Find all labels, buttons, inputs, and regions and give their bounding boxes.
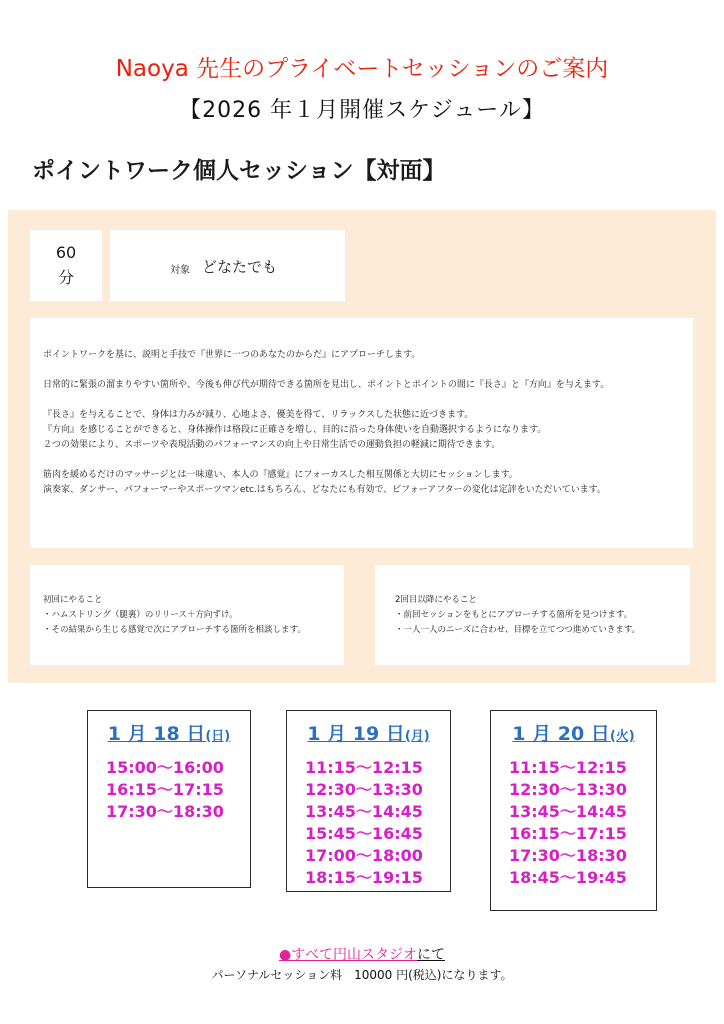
time-slot: 16:15〜17:15 bbox=[106, 780, 224, 799]
description-paragraph bbox=[43, 408, 683, 453]
schedule-title: 【2026 年１月開催スケジュール】 bbox=[179, 98, 545, 123]
description-line: 『長さ』を与えることで、身体は力みが減り、心地よさ、優美を得て、リラックスした状態に近づきます。 bbox=[43, 410, 474, 420]
day-card-jan-18 bbox=[87, 710, 251, 888]
time-slot: 11:15〜12:15 bbox=[305, 758, 423, 777]
day-date bbox=[287, 719, 450, 746]
description-line: 筋肉を緩めるだけのマッサージとは一味違い、本人の『感覚』にフォーカスした相互関係と大切にセッションします。 bbox=[43, 470, 518, 480]
first-session-card bbox=[30, 565, 344, 665]
time-slot-list bbox=[509, 757, 627, 889]
description-paragraph bbox=[43, 378, 683, 393]
description-line: 日常的に緊張の溜まりやすい箇所や、今後も伸び代が期待できる箇所を見出し、ポイントとポイントの間に『長さ』と『方向』を与えます。 bbox=[43, 380, 610, 390]
time-slot: 15:00〜16:00 bbox=[106, 758, 224, 777]
time-slot: 12:30〜13:30 bbox=[509, 780, 627, 799]
venue-suffix: にて bbox=[416, 947, 445, 963]
description-line: 『方向』を感じることができると、身体操作は格段に正確さを増し、目的に沿った身体使いを自動選択するようになります。 bbox=[43, 425, 547, 435]
first-session-title: 初回にやること bbox=[43, 595, 103, 605]
time-slot: 18:45〜19:45 bbox=[509, 868, 627, 887]
time-slot: 17:30〜18:30 bbox=[509, 846, 627, 865]
target-label: 対象 bbox=[170, 265, 190, 276]
time-slot-list bbox=[106, 757, 224, 823]
day-card-jan-20 bbox=[490, 710, 657, 911]
target-card bbox=[110, 230, 345, 301]
time-slot-list bbox=[305, 757, 423, 889]
time-slot: 16:15〜17:15 bbox=[509, 824, 627, 843]
time-slot: 17:00〜18:00 bbox=[305, 846, 423, 865]
description-line: 演奏家、ダンサー、パフォーマーやスポーツマンetc.はもちろん、どなたにも有効で、ビフォーアフターの変化は定評をいただいています。 bbox=[43, 485, 606, 495]
page-headline: Naoya 先生のプライベートセッションのご案内 bbox=[115, 56, 609, 82]
later-sessions-title: 2回目以降にやること bbox=[395, 595, 477, 605]
date-text: 1 月 19 日 bbox=[307, 723, 405, 745]
time-slot: 13:45〜14:45 bbox=[509, 802, 627, 821]
time-slot: 13:45〜14:45 bbox=[305, 802, 423, 821]
session-info-panel bbox=[8, 210, 716, 683]
later-sessions-item: ・前回セッションをもとにアプローチする箇所を見つけます。 bbox=[395, 610, 633, 620]
description-paragraph bbox=[43, 348, 683, 363]
weekday-text: (火) bbox=[609, 729, 635, 744]
weekday-text: (日) bbox=[205, 729, 231, 744]
day-date bbox=[88, 719, 250, 746]
description-card bbox=[30, 318, 693, 548]
description-line: ポイントワークを基に、説明と手技で『世界に一つのあなたのからだ』にアプローチします。 bbox=[43, 350, 421, 360]
venue-note bbox=[0, 944, 724, 964]
time-slot: 15:45〜16:45 bbox=[305, 824, 423, 843]
weekday-text: (月) bbox=[404, 729, 430, 744]
first-session-item: ・ハムストリング（腿裏）のリリース＋方向ずけ。 bbox=[43, 610, 238, 620]
time-slot: 12:30〜13:30 bbox=[305, 780, 423, 799]
time-slot: 17:30〜18:30 bbox=[106, 802, 224, 821]
later-sessions-item: ・一人一人のニーズに合わせ、目標を立てつつ進めていきます。 bbox=[395, 625, 641, 635]
first-session-item: ・その結果から生じる感覚で次にアプローチする箇所を相談します。 bbox=[43, 625, 306, 635]
fee-note: パーソナルセッション料 10000 円(税込)になります。 bbox=[211, 968, 513, 982]
duration-value: 60 bbox=[55, 243, 77, 262]
date-text: 1 月 18 日 bbox=[107, 723, 206, 745]
later-sessions-card bbox=[375, 565, 690, 665]
day-card-jan-19 bbox=[286, 710, 451, 892]
day-date bbox=[491, 719, 656, 746]
time-slot: 11:15〜12:15 bbox=[509, 758, 627, 777]
description-line: ２つの効果により、スポーツや表現活動のパフォーマンスの向上や日常生活での運動負担の軽減に期待できます。 bbox=[43, 440, 501, 450]
target-value: どなたでも bbox=[202, 258, 278, 276]
description-paragraph bbox=[43, 468, 683, 498]
time-slot: 18:15〜19:15 bbox=[305, 868, 423, 887]
venue-name: ●すべて円山スタジオ bbox=[279, 947, 417, 963]
duration-card bbox=[30, 230, 102, 301]
duration-unit: 分 bbox=[57, 268, 74, 287]
section-title: ポイントワーク個人セッション【対面】 bbox=[32, 157, 446, 184]
date-text: 1 月 20 日 bbox=[512, 723, 610, 745]
